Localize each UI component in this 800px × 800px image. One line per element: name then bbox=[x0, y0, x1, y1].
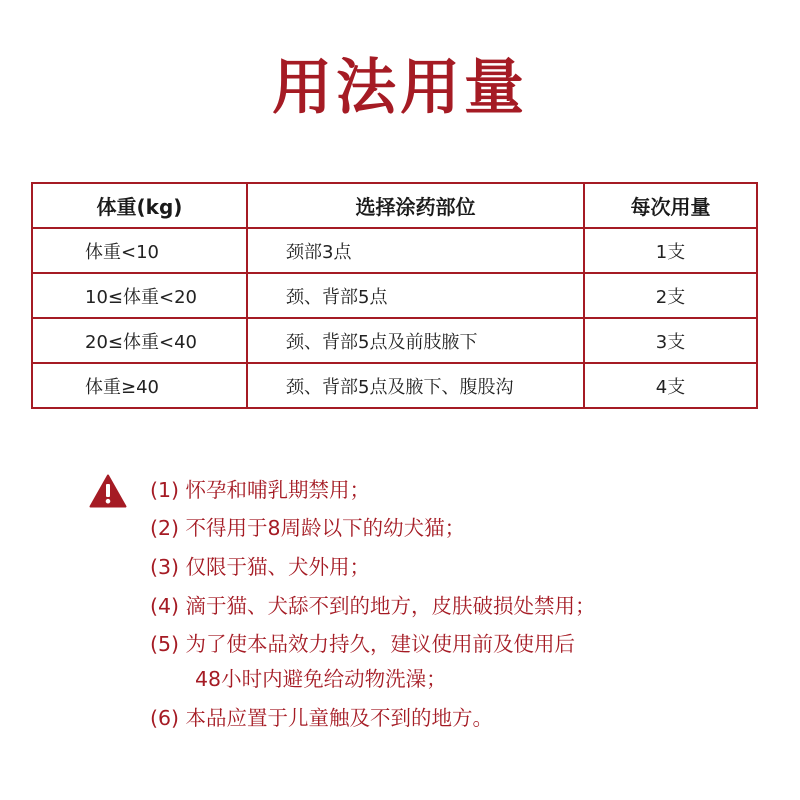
cell-weight: 10≤体重<20 bbox=[32, 273, 247, 318]
warning-triangle-icon bbox=[89, 474, 127, 508]
list-item-continuation: 48小时内避免给动物洗澡； bbox=[195, 667, 447, 691]
table-header-row bbox=[32, 183, 757, 228]
cell-weight: 20≤体重<40 bbox=[32, 318, 247, 363]
list-item: (5) 为了使本品效力持久，建议使用前及使用后 bbox=[150, 632, 576, 656]
cell-dose: 1支 bbox=[584, 228, 757, 273]
cell-application-site: 颈部3点 bbox=[247, 228, 584, 273]
header-dose: 每次用量 bbox=[584, 183, 757, 228]
list-item: (3) 仅限于猫、犬外用； bbox=[150, 555, 371, 579]
list-item: (2) 不得用于8周龄以下的幼犬猫； bbox=[150, 516, 466, 540]
cell-weight: 体重<10 bbox=[32, 228, 247, 273]
list-item: (4) 滴于猫、犬舔不到的地方，皮肤破损处禁用； bbox=[150, 594, 596, 618]
table-row bbox=[32, 228, 757, 273]
list-item: (6) 本品应置于儿童触及不到的地方。 bbox=[150, 706, 494, 730]
cell-dose: 2支 bbox=[584, 273, 757, 318]
cell-dose: 3支 bbox=[584, 318, 757, 363]
cell-application-site: 颈、背部5点及前肢腋下 bbox=[247, 318, 584, 363]
page-title: 用法用量 bbox=[272, 53, 528, 123]
table-row bbox=[32, 318, 757, 363]
table-row bbox=[32, 273, 757, 318]
header-application-site: 选择涂药部位 bbox=[247, 183, 584, 228]
table-row bbox=[32, 363, 757, 408]
cell-dose: 4支 bbox=[584, 363, 757, 408]
cell-application-site: 颈、背部5点 bbox=[247, 273, 584, 318]
cell-application-site: 颈、背部5点及腋下、腹股沟 bbox=[247, 363, 584, 408]
header-weight: 体重(kg) bbox=[32, 183, 247, 228]
cell-weight: 体重≥40 bbox=[32, 363, 247, 408]
dosage-table bbox=[31, 182, 758, 409]
list-item: (1) 怀孕和哺乳期禁用； bbox=[150, 478, 371, 502]
